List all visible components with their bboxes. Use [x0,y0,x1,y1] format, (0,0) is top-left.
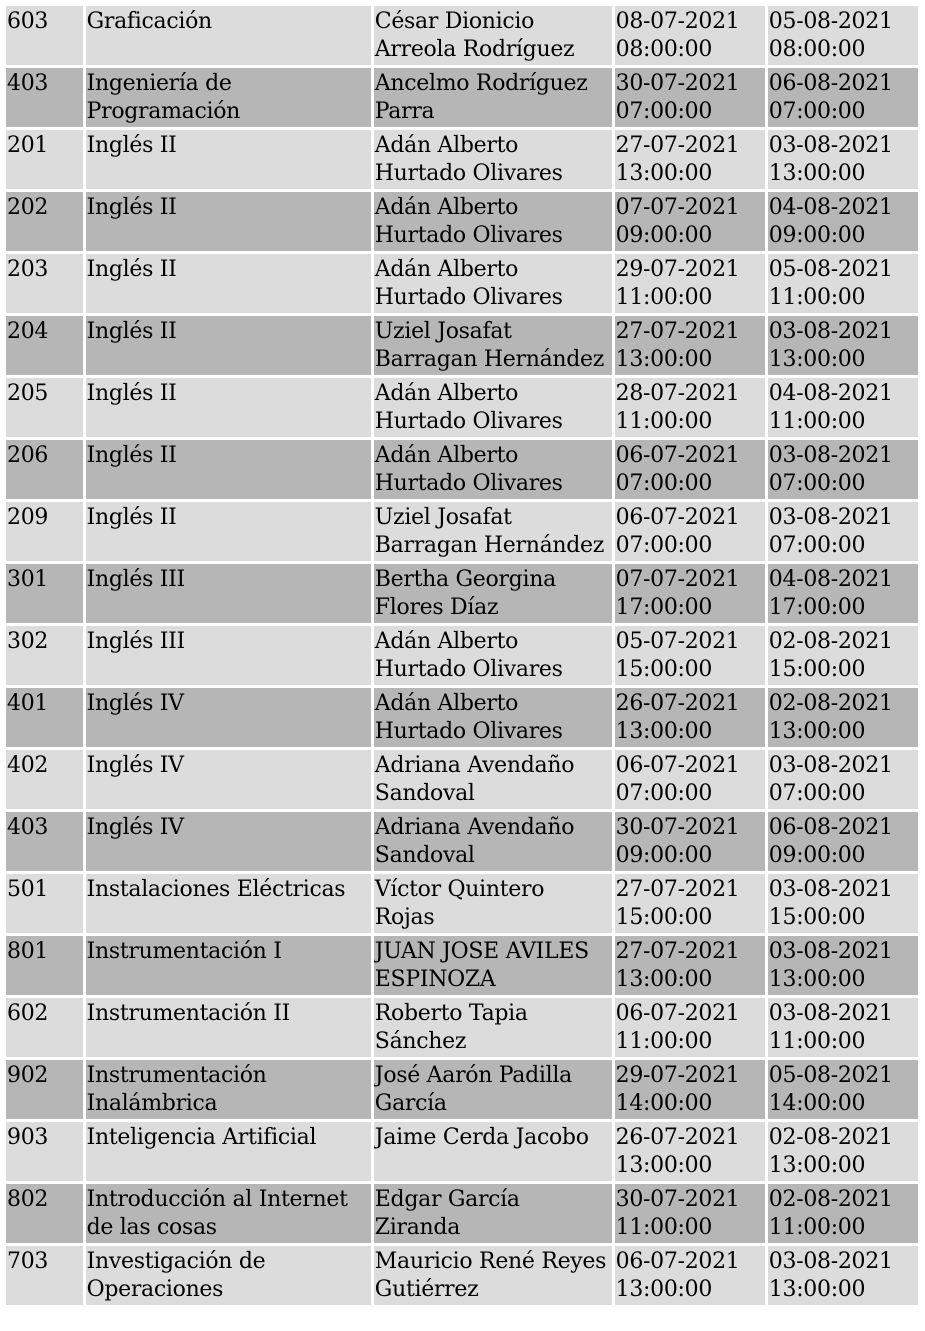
group-cell: 401 [6,688,83,747]
end-datetime-cell: 05-08-2021 14:00:00 [768,1060,918,1119]
table-row [6,936,918,995]
start-datetime-cell: 30-07-2021 07:00:00 [615,68,765,127]
subject-cell: Inglés II [86,378,371,437]
start-datetime-cell: 27-07-2021 13:00:00 [615,936,765,995]
start-datetime-cell: 27-07-2021 13:00:00 [615,316,765,375]
table-row [6,874,918,933]
end-datetime-cell: 02-08-2021 13:00:00 [768,688,918,747]
end-datetime-cell: 06-08-2021 09:00:00 [768,812,918,871]
table-row [6,502,918,561]
table-row [6,1060,918,1119]
subject-cell: Inglés III [86,564,371,623]
table-row [6,1122,918,1181]
end-datetime-cell: 02-08-2021 13:00:00 [768,1122,918,1181]
schedule-table-body [6,6,918,1305]
teacher-cell: Mauricio René Reyes Gutiérrez [374,1246,612,1305]
subject-cell: Inglés IV [86,688,371,747]
teacher-cell: José Aarón Padilla García [374,1060,612,1119]
table-row [6,564,918,623]
start-datetime-cell: 27-07-2021 15:00:00 [615,874,765,933]
table-row [6,750,918,809]
table-row [6,68,918,127]
group-cell: 402 [6,750,83,809]
subject-cell: Investigación de Operaciones [86,1246,371,1305]
start-datetime-cell: 05-07-2021 15:00:00 [615,626,765,685]
group-cell: 209 [6,502,83,561]
start-datetime-cell: 06-07-2021 07:00:00 [615,750,765,809]
group-cell: 902 [6,1060,83,1119]
table-row [6,812,918,871]
start-datetime-cell: 28-07-2021 11:00:00 [615,378,765,437]
group-cell: 403 [6,68,83,127]
teacher-cell: Adán Alberto Hurtado Olivares [374,440,612,499]
teacher-cell: Adán Alberto Hurtado Olivares [374,688,612,747]
end-datetime-cell: 03-08-2021 13:00:00 [768,316,918,375]
group-cell: 202 [6,192,83,251]
table-row [6,1246,918,1305]
teacher-cell: Edgar García Ziranda [374,1184,612,1243]
subject-cell: Inglés III [86,626,371,685]
start-datetime-cell: 06-07-2021 07:00:00 [615,440,765,499]
group-cell: 204 [6,316,83,375]
start-datetime-cell: 06-07-2021 07:00:00 [615,502,765,561]
table-row [6,254,918,313]
start-datetime-cell: 27-07-2021 13:00:00 [615,130,765,189]
group-cell: 802 [6,1184,83,1243]
group-cell: 302 [6,626,83,685]
teacher-cell: Adán Alberto Hurtado Olivares [374,130,612,189]
teacher-cell: César Dionicio Arreola Rodríguez [374,6,612,65]
teacher-cell: Adriana Avendaño Sandoval [374,812,612,871]
teacher-cell: Uziel Josafat Barragan Hernández [374,502,612,561]
subject-cell: Inglés IV [86,750,371,809]
subject-cell: Inglés II [86,254,371,313]
end-datetime-cell: 06-08-2021 07:00:00 [768,68,918,127]
end-datetime-cell: 04-08-2021 11:00:00 [768,378,918,437]
table-row [6,130,918,189]
table-row [6,316,918,375]
table-row [6,688,918,747]
group-cell: 201 [6,130,83,189]
teacher-cell: Ancelmo Rodríguez Parra [374,68,612,127]
teacher-cell: Víctor Quintero Rojas [374,874,612,933]
start-datetime-cell: 30-07-2021 09:00:00 [615,812,765,871]
end-datetime-cell: 03-08-2021 07:00:00 [768,440,918,499]
subject-cell: Graficación [86,6,371,65]
subject-cell: Inteligencia Artificial [86,1122,371,1181]
end-datetime-cell: 03-08-2021 07:00:00 [768,502,918,561]
end-datetime-cell: 05-08-2021 11:00:00 [768,254,918,313]
teacher-cell: Jaime Cerda Jacobo [374,1122,612,1181]
group-cell: 501 [6,874,83,933]
subject-cell: Inglés II [86,316,371,375]
group-cell: 403 [6,812,83,871]
start-datetime-cell: 30-07-2021 11:00:00 [615,1184,765,1243]
end-datetime-cell: 02-08-2021 15:00:00 [768,626,918,685]
subject-cell: Inglés II [86,192,371,251]
group-cell: 801 [6,936,83,995]
end-datetime-cell: 05-08-2021 08:00:00 [768,6,918,65]
subject-cell: Introducción al Internet de las cosas [86,1184,371,1243]
group-cell: 603 [6,6,83,65]
schedule-table [3,3,921,1308]
subject-cell: Inglés IV [86,812,371,871]
group-cell: 205 [6,378,83,437]
start-datetime-cell: 06-07-2021 13:00:00 [615,1246,765,1305]
teacher-cell: Bertha Georgina Flores Díaz [374,564,612,623]
teacher-cell: Adán Alberto Hurtado Olivares [374,378,612,437]
end-datetime-cell: 03-08-2021 15:00:00 [768,874,918,933]
start-datetime-cell: 26-07-2021 13:00:00 [615,688,765,747]
end-datetime-cell: 04-08-2021 17:00:00 [768,564,918,623]
table-row [6,6,918,65]
subject-cell: Ingeniería de Programación [86,68,371,127]
group-cell: 903 [6,1122,83,1181]
subject-cell: Inglés II [86,440,371,499]
group-cell: 602 [6,998,83,1057]
teacher-cell: JUAN JOSE AVILES ESPINOZA [374,936,612,995]
group-cell: 301 [6,564,83,623]
start-datetime-cell: 07-07-2021 17:00:00 [615,564,765,623]
table-row [6,1184,918,1243]
teacher-cell: Adriana Avendaño Sandoval [374,750,612,809]
table-row [6,626,918,685]
end-datetime-cell: 02-08-2021 11:00:00 [768,1184,918,1243]
table-row [6,192,918,251]
start-datetime-cell: 07-07-2021 09:00:00 [615,192,765,251]
start-datetime-cell: 26-07-2021 13:00:00 [615,1122,765,1181]
subject-cell: Instalaciones Eléctricas [86,874,371,933]
teacher-cell: Uziel Josafat Barragan Hernández [374,316,612,375]
table-row [6,440,918,499]
end-datetime-cell: 03-08-2021 11:00:00 [768,998,918,1057]
subject-cell: Inglés II [86,130,371,189]
end-datetime-cell: 03-08-2021 13:00:00 [768,936,918,995]
end-datetime-cell: 03-08-2021 13:00:00 [768,1246,918,1305]
teacher-cell: Adán Alberto Hurtado Olivares [374,192,612,251]
group-cell: 703 [6,1246,83,1305]
subject-cell: Instrumentación Inalámbrica [86,1060,371,1119]
table-row [6,998,918,1057]
end-datetime-cell: 04-08-2021 09:00:00 [768,192,918,251]
teacher-cell: Adán Alberto Hurtado Olivares [374,254,612,313]
end-datetime-cell: 03-08-2021 13:00:00 [768,130,918,189]
group-cell: 206 [6,440,83,499]
group-cell: 203 [6,254,83,313]
subject-cell: Instrumentación I [86,936,371,995]
subject-cell: Inglés II [86,502,371,561]
subject-cell: Instrumentación II [86,998,371,1057]
teacher-cell: Roberto Tapia Sánchez [374,998,612,1057]
teacher-cell: Adán Alberto Hurtado Olivares [374,626,612,685]
start-datetime-cell: 29-07-2021 14:00:00 [615,1060,765,1119]
start-datetime-cell: 08-07-2021 08:00:00 [615,6,765,65]
end-datetime-cell: 03-08-2021 07:00:00 [768,750,918,809]
start-datetime-cell: 06-07-2021 11:00:00 [615,998,765,1057]
table-row [6,378,918,437]
start-datetime-cell: 29-07-2021 11:00:00 [615,254,765,313]
